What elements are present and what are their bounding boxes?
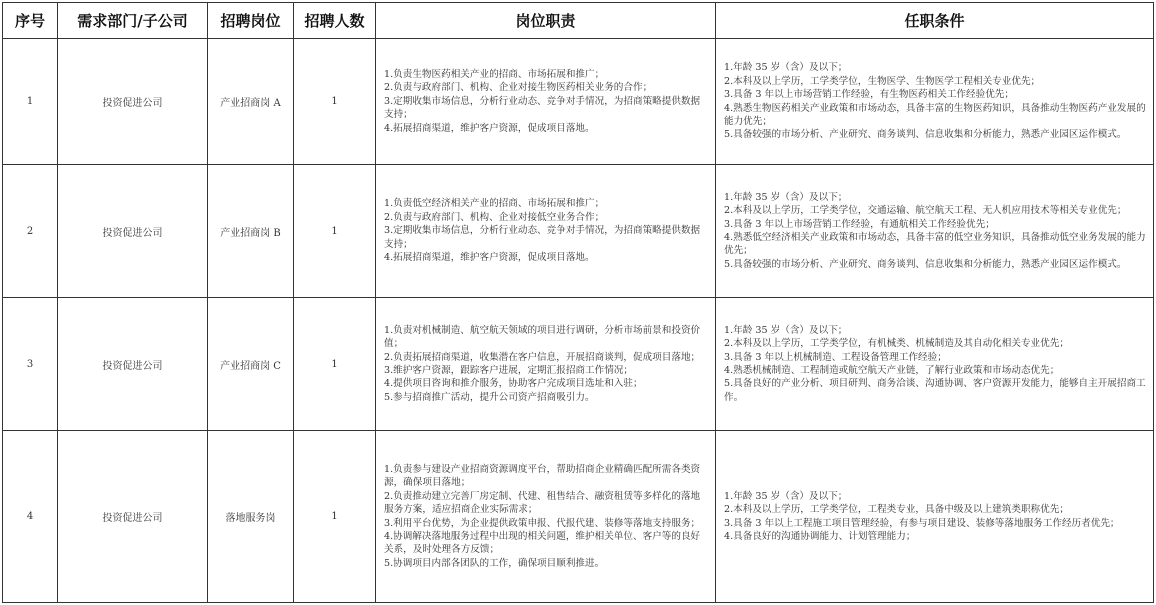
cell-count: 1 xyxy=(294,165,376,298)
cell-post: 产业招商岗 C xyxy=(208,298,294,431)
cell-seq: 2 xyxy=(3,165,58,298)
duty-item: 2.负责推动建立完善厂房定制、代建、租售结合、融资租赁等多样化的落地服务方案，适应招商企业实际需求； xyxy=(384,490,701,516)
requirements-list xyxy=(724,490,1147,544)
cell-count: 1 xyxy=(294,298,376,431)
requirement-item: 5.具备较强的市场分析、产业研究、商务谈判、信息收集和分析能力，熟悉产业园区运作模式。 xyxy=(724,129,1127,141)
cell-post: 落地服务岗 xyxy=(208,431,294,603)
duty-item: 3.定期收集市场信息，分析行业动态、竞争对手情况，为招商策略提供数据支持； xyxy=(384,225,701,250)
duty-item: 5.协调项目内部各团队的工作，确保项目顺利推进。 xyxy=(384,557,605,569)
requirement-item: 4.熟悉生物医药相关产业政策和市场动态，具备丰富的生物医药知识，具备推动生物医药产业发展的能力优先； xyxy=(724,102,1146,127)
table-header-row xyxy=(3,3,1154,39)
duty-item: 3.维护客户资源，跟踪客户进展，定期汇报招商工作情况； xyxy=(384,365,633,376)
cell-dept: 投资促进公司 xyxy=(58,298,208,431)
requirement-item: 2.本科及以上学历，工学类学位，生物医学、生物医学工程相关专业优先； xyxy=(724,75,1041,87)
cell-count: 1 xyxy=(294,39,376,165)
duty-item: 2.负责与政府部门、机构、企业对接生物医药相关业务的合作； xyxy=(384,82,653,94)
duties-list xyxy=(384,463,709,570)
duties-list xyxy=(384,197,709,264)
requirements-list xyxy=(724,191,1147,271)
requirement-item: 3.具备 3 年以上工程施工项目管理经验，有参与项目建设、装修等落地服务工作经历者优先； xyxy=(724,517,1120,529)
recruitment-table-container xyxy=(2,2,1153,603)
duty-item: 1.负责对机械制造、航空航天领域的项目进行调研，分析市场前景和投资价值； xyxy=(384,324,701,350)
cell-requirements xyxy=(716,298,1154,431)
cell-duties xyxy=(376,39,716,165)
cell-seq: 3 xyxy=(3,298,58,431)
cell-post: 产业招商岗 A xyxy=(208,39,294,165)
table-row xyxy=(3,431,1154,603)
cell-duties xyxy=(376,165,716,298)
requirement-item: 4.熟悉低空经济相关产业政策和市场动态，具备丰富的低空业务知识，具备推动低空业务发展的能力优先； xyxy=(724,232,1146,257)
requirement-item: 3.具备 3 年以上机械制造、工程设备管理工作经验； xyxy=(724,351,947,363)
header-count: 招聘人数 xyxy=(294,3,376,39)
cell-dept: 投资促进公司 xyxy=(58,39,208,165)
duty-item: 1.负责参与建设产业招商资源调度平台，帮助招商企业精确匹配所需各类资源，确保项目落地； xyxy=(384,463,701,489)
requirement-item: 2.本科及以上学历，工学类学位，工程类专业，具备中级及以上建筑类职称优先； xyxy=(724,504,1069,516)
cell-dept: 投资促进公司 xyxy=(58,431,208,603)
table-row xyxy=(3,39,1154,165)
requirement-item: 5.具备良好的产业分析、项目研判、商务洽谈、沟通协调、客户资源开发能力，能够自主开展招商工作。 xyxy=(724,378,1146,403)
header-seq: 序号 xyxy=(3,3,58,39)
cell-count: 1 xyxy=(294,431,376,603)
table-row xyxy=(3,298,1154,431)
duties-list xyxy=(384,68,709,135)
cell-seq: 1 xyxy=(3,39,58,165)
duty-item: 1.负责生物医药相关产业的招商、市场拓展和推广； xyxy=(384,68,605,80)
duty-item: 5.参与招商推广活动，提升公司资产招商吸引力。 xyxy=(384,391,595,403)
requirement-item: 2.本科及以上学历，工学类学位，交通运输、航空航天工程、无人机应用技术等相关专业优先； xyxy=(724,205,1127,217)
duty-item: 2.负责拓展招商渠道，收集潜在客户信息，开展招商谈判，促成项目落地； xyxy=(384,351,701,363)
duty-item: 3.定期收集市场信息，分析行业动态、竞争对手情况，为招商策略提供数据支持； xyxy=(384,95,701,121)
cell-duties xyxy=(376,298,716,431)
requirement-item: 2.本科及以上学历，工学类学位，有机械类、机械制造及其自动化相关专业优先； xyxy=(724,338,1069,350)
requirement-item: 1.年龄 35 岁（含）及以下； xyxy=(724,324,848,336)
cell-requirements xyxy=(716,165,1154,298)
header-requirements: 任职条件 xyxy=(716,3,1154,39)
requirements-list xyxy=(724,324,1147,404)
cell-duties xyxy=(376,431,716,603)
requirement-item: 1.年龄 35 岁（含）及以下； xyxy=(724,62,848,74)
cell-seq: 4 xyxy=(3,431,58,603)
cell-post: 产业招商岗 B xyxy=(208,165,294,298)
requirements-list xyxy=(724,61,1147,141)
requirement-item: 3.具备 3 年以上市场营销工作经验，有生物医药相关工作经验优先； xyxy=(724,89,1014,101)
header-duties: 岗位职责 xyxy=(376,3,716,39)
duty-item: 4.提供项目咨询和推介服务，协助客户完成项目选址和入驻； xyxy=(384,378,643,390)
cell-requirements xyxy=(716,431,1154,603)
requirement-item: 5.具备较强的市场分析、产业研究、商务谈判、信息收集和分析能力，熟悉产业园区运作模式。 xyxy=(724,258,1127,270)
duty-item: 4.协调解决落地服务过程中出现的相关问题，维护相关单位、客户等的良好关系，及时处理各方反馈； xyxy=(384,530,701,556)
duty-item: 3.利用平台优势，为企业提供政策申报、代报代建、装修等落地支持服务； xyxy=(384,517,701,529)
requirement-item: 1.年龄 35 岁（含）及以下； xyxy=(724,490,848,502)
header-post: 招聘岗位 xyxy=(208,3,294,39)
cell-dept: 投资促进公司 xyxy=(58,165,208,298)
requirement-item: 4.熟悉机械制造、工程制造或航空航天产业链，了解行业政策和市场动态优先； xyxy=(724,365,1060,376)
requirement-item: 3.具备 3 年以上市场营销工作经验，有通航相关工作经验优先； xyxy=(724,218,995,230)
recruitment-table xyxy=(2,2,1154,603)
duty-item: 2.负责与政府部门、机构、企业对接低空业务合作； xyxy=(384,211,605,223)
duties-list xyxy=(384,324,709,404)
duty-item: 1.负责低空经济相关产业的招商、市场拓展和推广； xyxy=(384,198,605,210)
table-row xyxy=(3,165,1154,298)
duty-item: 4.拓展招商渠道，维护客户资源，促成项目落地。 xyxy=(384,252,595,264)
cell-requirements xyxy=(716,39,1154,165)
duty-item: 4.拓展招商渠道，维护客户资源，促成项目落地。 xyxy=(384,122,595,134)
header-dept: 需求部门/子公司 xyxy=(58,3,208,39)
requirement-item: 4.具备良好的沟通协调能力、计划管理能力； xyxy=(724,530,916,542)
requirement-item: 1.年龄 35 岁（含）及以下； xyxy=(724,191,848,203)
